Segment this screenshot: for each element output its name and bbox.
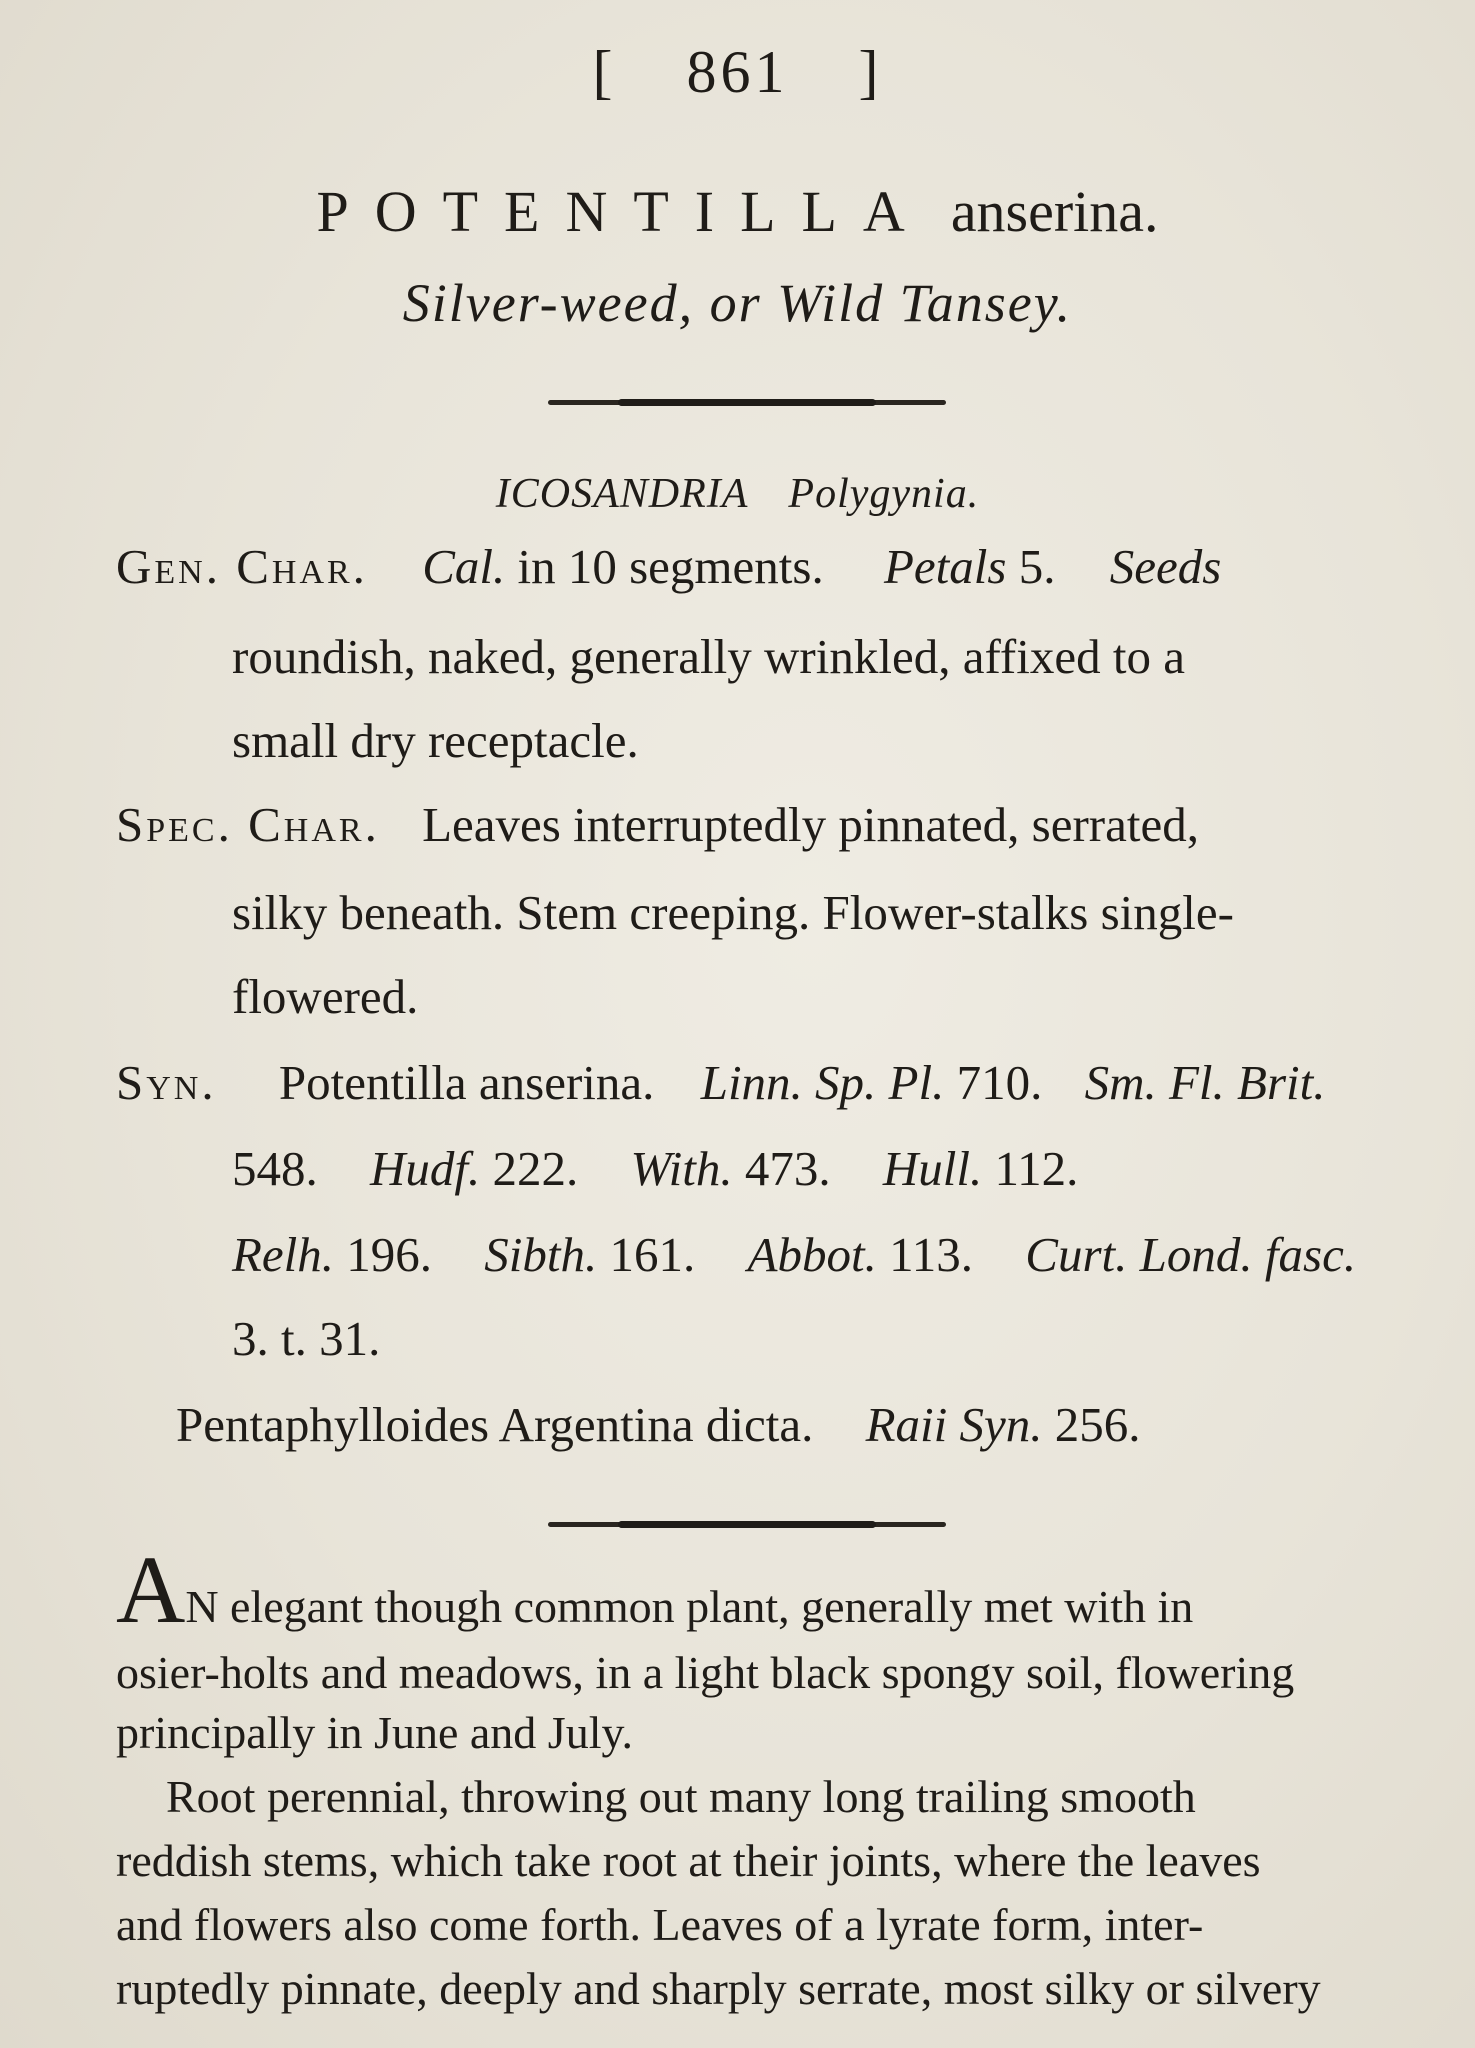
syn-ref-author: Hudf. xyxy=(370,1141,481,1196)
syn-other-value: 256. xyxy=(1054,1397,1141,1452)
divider-rule-bottom xyxy=(548,1522,946,1527)
syn-name: Potentilla anserina. xyxy=(278,1055,655,1110)
genus-name: POTENTILLA xyxy=(316,179,931,244)
description-line7: ruptedly pinnate, deeply and sharply serrate, most silky or silvery xyxy=(116,1963,1321,2014)
description-line3: principally in June and July. xyxy=(116,1707,633,1758)
syn-ref-value: 196. xyxy=(346,1227,433,1282)
syn-ref-author: Curt. Lond. fasc. xyxy=(1025,1227,1357,1282)
description-line2: osier-holts and meadows, in a light black spongy soil, flowering xyxy=(116,1647,1295,1698)
syn-ref-value: 161. xyxy=(609,1227,696,1282)
classification xyxy=(0,470,1475,518)
spec-char-line3: flowered. xyxy=(232,969,419,1024)
gen-char-line3: small dry receptacle. xyxy=(232,713,639,768)
class-name: ICOSANDRIA xyxy=(495,471,749,517)
common-name: Silver-weed, or Wild Tansey. xyxy=(402,273,1073,333)
syn-ref-value: 112. xyxy=(994,1141,1079,1196)
description-line1 xyxy=(116,1536,1194,1643)
syn-ref-author: Sm. Fl. Brit. xyxy=(1084,1055,1326,1110)
syn-line1 xyxy=(116,1054,1326,1111)
syn-other-line xyxy=(176,1396,1141,1453)
syn-ref-value: 710. xyxy=(956,1055,1043,1110)
syn-ref-value: 222. xyxy=(492,1141,579,1196)
divider-rule-top xyxy=(548,400,946,405)
description-line4: Root perennial, throwing out many long trailing smooth xyxy=(166,1771,1196,1822)
species-name: anserina. xyxy=(950,179,1159,244)
syn-ref-author: Linn. Sp. Pl. xyxy=(700,1055,945,1110)
syn-ref-value: 548. xyxy=(232,1141,318,1196)
gen-char-cal-label: Cal. xyxy=(422,539,506,594)
bracket-left: [ xyxy=(592,39,617,105)
description-line6: and flowers also come forth. Leaves of a lyrate form, inter- xyxy=(116,1899,1204,1950)
bracket-right: ] xyxy=(858,39,883,105)
syn-ref-author: Relh. xyxy=(232,1227,335,1282)
syn-ref-author: With. xyxy=(630,1141,733,1196)
syn-ref-value: 3. t. 31. xyxy=(232,1311,381,1366)
gen-char-petals-value: 5. xyxy=(1018,539,1056,594)
syn-ref-author: Hull. xyxy=(882,1141,983,1196)
spec-char-text1: Leaves interruptedly pinnated, serrated, xyxy=(422,797,1199,852)
syn-other-ref: Raii Syn. xyxy=(865,1397,1043,1452)
gen-char-cal-text: in 10 segments. xyxy=(517,539,824,594)
syn-line2 xyxy=(232,1140,1078,1197)
gen-char-line2: roundish, naked, generally wrinkled, affixed to a xyxy=(232,629,1185,684)
gen-char-label: Gen. Char. xyxy=(116,539,368,594)
syn-ref-author: Abbot. xyxy=(747,1227,877,1282)
page-number-value: 861 xyxy=(686,39,789,105)
order-name: Polygynia. xyxy=(788,471,980,517)
syn-other-name: Pentaphylloides Argentina dicta. xyxy=(176,1397,814,1452)
syn-line3 xyxy=(232,1226,1356,1283)
gen-char-line1 xyxy=(116,538,1221,595)
description-line5: reddish stems, which take root at their joints, where the leaves xyxy=(116,1835,1261,1886)
spec-char-line2: silky beneath. Stem creeping. Flower-stalks single- xyxy=(232,885,1234,940)
syn-label: Syn. xyxy=(116,1055,217,1110)
syn-ref-author: Sibth. xyxy=(484,1227,598,1282)
page-number xyxy=(0,38,1475,107)
gen-char-seeds-label: Seeds xyxy=(1109,539,1222,594)
syn-ref-value: 473. xyxy=(744,1141,831,1196)
spec-char-line1 xyxy=(116,796,1199,853)
spec-char-label: Spec. Char. xyxy=(116,797,380,852)
drop-cap: A xyxy=(116,1536,186,1643)
gen-char-petals-label: Petals xyxy=(883,539,1007,594)
syn-line4 xyxy=(232,1310,380,1367)
description-p1-lead: N elegant though common plant, generally met with in xyxy=(185,1581,1194,1632)
species-title xyxy=(0,178,1475,245)
syn-ref-value: 113. xyxy=(889,1227,974,1282)
